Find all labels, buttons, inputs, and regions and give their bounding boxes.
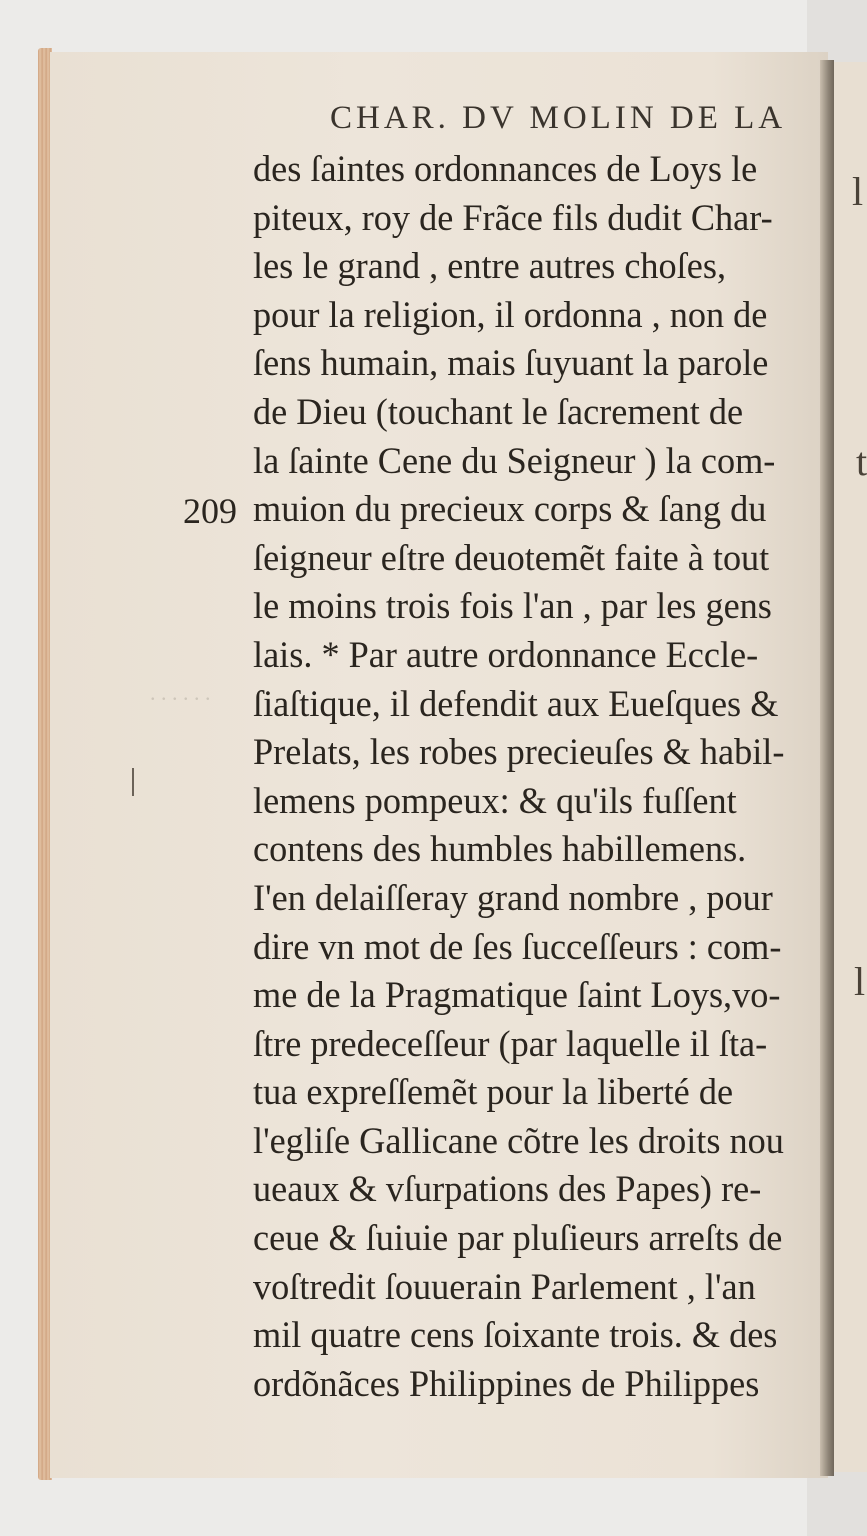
text-line: me de la Pragmatique ſaint Loys,vo- <box>253 974 781 1016</box>
text-line: ſeigneur eſtre deuotemẽt faite à tout <box>253 536 770 578</box>
text-line: tua expreſſemẽt pour la liberté de <box>253 1071 734 1113</box>
text-line: lemens pompeux: & qu'ils fuſſent <box>253 779 737 821</box>
body-text <box>253 145 823 1408</box>
bleed-through-text: . . . . . . <box>150 680 211 705</box>
text-line: I'en delaiſſeray grand nombre , pour <box>253 876 773 918</box>
text-line: ſtre predeceſſeur (par laquelle il ſta- <box>253 1022 768 1064</box>
facing-page-glyph: l <box>854 959 866 1004</box>
text-line: voſtredit ſouuerain Parlement , l'an <box>253 1265 756 1307</box>
text-line: mil quatre cens ſoixante trois. & des <box>253 1314 778 1356</box>
text-line: les le grand , entre autres choſes, <box>253 245 727 287</box>
text-line: ceue & ſuiuie par pluſieurs arreſts de <box>253 1217 783 1259</box>
text-line: pour la religion, il ordonna , non de <box>253 293 768 335</box>
text-line: la ſainte Cene du Seigneur ) la com- <box>253 439 776 481</box>
facing-page-edge <box>834 62 867 1472</box>
text-line: piteux, roy de Frãce fils dudit Char- <box>253 196 773 238</box>
text-line: Prelats, les robes precieuſes & habil- <box>253 731 785 773</box>
text-line: muion du precieux corps & ſang du <box>253 488 767 530</box>
text-line: des ſaintes ordonnances de Loys le <box>253 148 758 189</box>
text-line: contens des humbles habillemens. <box>253 828 747 870</box>
text-line: lais. * Par autre ordonnance Eccle- <box>253 633 759 675</box>
text-line: ſiaſtique, il defendit aux Eueſques & <box>253 682 779 724</box>
text-line: dire vn mot de ſes ſucceſſeurs : com- <box>253 925 782 967</box>
facing-page-glyph: l <box>852 169 864 214</box>
running-head: CHAR. DV MOLIN DE LA <box>330 100 787 136</box>
text-line: ueaux & vſurpations des Papes) re- <box>253 1168 762 1210</box>
margin-reference-number: 209 <box>183 491 237 531</box>
text-line: le moins trois fois l'an , par les gens <box>253 585 772 627</box>
margin-mark <box>132 768 134 796</box>
facing-page-glyph: t <box>856 439 867 484</box>
text-line: l'egliſe Gallicane cõtre les droits nou <box>253 1119 784 1161</box>
text-line: de Dieu (touchant le ſacrement de <box>253 390 744 432</box>
text-line: ſens humain, mais ſuyuant la parole <box>253 342 769 384</box>
text-line: ordõnãces Philippines de Philippes <box>253 1362 760 1404</box>
